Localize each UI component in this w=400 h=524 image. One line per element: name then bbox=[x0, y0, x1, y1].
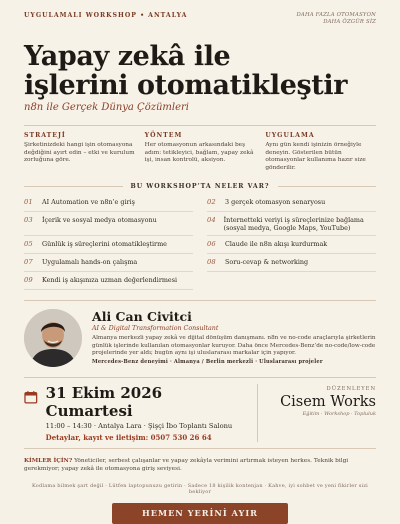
speaker-section bbox=[24, 300, 376, 367]
header bbox=[24, 0, 376, 26]
agenda-text: Claude ile n8n akışı kurdurmak bbox=[225, 240, 328, 249]
page-subtitle: n8n ile Gerçek Dünya Çözümleri bbox=[24, 102, 190, 113]
agenda-item bbox=[24, 212, 193, 236]
agenda-item bbox=[24, 194, 193, 212]
header-note-line-1: DAHA FAZLA OTOMASYON bbox=[296, 12, 376, 18]
event-info bbox=[24, 384, 258, 442]
footer-note: Kodlama bilmek şart değil · Lütfen laptopunuzu getirin · Sadece 18 kişilik kontenjan · Kahve, iyi sohbet ve yeni fikirler sizi bekliyor bbox=[32, 483, 368, 496]
speaker-tags: Mercedes-Benz deneyimi · Almanya / Berlin merkezli · Uluslararası projeler bbox=[92, 359, 323, 366]
event-text bbox=[46, 384, 249, 442]
speaker-name: Ali Can Civitci bbox=[92, 309, 192, 325]
organizer-name: Cisem Works bbox=[280, 394, 376, 411]
column-title: STRATEJİ bbox=[24, 132, 66, 139]
column-text: Her otomasyonun arkasındaki beş adım: tetikleyici, bağlam, yapay zekâ işi, insan kontrolü, aksiyon. bbox=[144, 142, 254, 164]
agenda-number: 04 bbox=[207, 215, 216, 224]
event-time-place: 11:00 – 14:30 · Antalya Lara · Şişçi İbo Toplantı Salonu bbox=[45, 422, 233, 431]
agenda-title: BU WORKSHOP’TA NELER VAR? bbox=[130, 182, 270, 190]
column-title: UYGULAMA bbox=[265, 132, 315, 139]
agenda-item bbox=[207, 236, 376, 254]
info-columns bbox=[24, 125, 376, 173]
agenda-number: 01 bbox=[24, 197, 33, 206]
agenda-item bbox=[24, 254, 193, 272]
column-method bbox=[145, 132, 256, 173]
agenda-number: 09 bbox=[24, 276, 33, 285]
title-line-1: Yapay zekâ ile bbox=[24, 41, 231, 72]
avatar bbox=[24, 309, 82, 367]
title-line-2: işlerini otomatikleştir bbox=[24, 70, 348, 101]
organizer-subtitle: Eğitim · Workshop · Topluluk bbox=[302, 411, 376, 418]
calendar-icon bbox=[24, 390, 38, 404]
column-strategy bbox=[24, 132, 135, 173]
organizer bbox=[258, 384, 376, 442]
agenda-item bbox=[24, 272, 193, 290]
agenda-number: 03 bbox=[24, 215, 33, 224]
header-note bbox=[296, 12, 376, 26]
agenda-number: 02 bbox=[207, 197, 216, 206]
agenda-number: 08 bbox=[207, 258, 216, 267]
page-title bbox=[24, 42, 376, 100]
event-details bbox=[24, 377, 376, 449]
agenda-text: İçerik ve sosyal medya otomasyonu bbox=[42, 215, 157, 224]
speaker-photo-icon bbox=[24, 309, 82, 367]
agenda-item bbox=[207, 212, 376, 236]
reserve-button[interactable]: HEMEN YERİNİ AYIR bbox=[112, 503, 288, 524]
column-title: YÖNTEM bbox=[144, 132, 183, 139]
event-date: 31 Ekim 2026 Cumartesi bbox=[45, 384, 163, 421]
agenda-text: 3 gerçek otomasyon senaryosu bbox=[225, 197, 326, 206]
workshop-kicker: UYGULAMALI WORKSHOP • ANTALYA bbox=[24, 12, 188, 19]
speaker-info bbox=[92, 309, 376, 367]
audience-note bbox=[24, 457, 376, 473]
speaker-role: AI & Digital Transformation Consultant bbox=[92, 325, 219, 333]
audience-label: KİMLER İÇİN? bbox=[24, 458, 73, 465]
header-note-line-2: DAHA ÖZGÜR SİZ bbox=[323, 19, 376, 25]
agenda-text: Günlük iş süreçlerini otomatikleştirme bbox=[42, 240, 167, 249]
speaker-bio: Almanya merkezli yapay zekâ ve dijital dönüşüm danışmanı. n8n ve no-code araçlarıyla şirketlerin günlük işlerinde kullanılan otomasyonlar kuruyor. Daha önce Mercedes-Benz’de no-code/low-code projelerinde yer aldı; bugün aynı işi uluslararası markalar için yapıyor. bbox=[92, 335, 376, 356]
agenda-text: Soru-cevap & networking bbox=[225, 258, 309, 267]
organizer-label: DÜZENLEYEN bbox=[326, 386, 376, 393]
agenda-number: 07 bbox=[24, 258, 33, 267]
divider bbox=[24, 186, 123, 187]
agenda-number: 06 bbox=[207, 240, 216, 249]
agenda-text: İnternetteki veriyi iş süreçlerinize bağlama (sosyal medya, Google Maps, YouTube) bbox=[223, 215, 364, 233]
agenda-text: Kendi iş akışınıza uzman değerlendirmesi bbox=[42, 276, 178, 285]
column-text: Şirketinizdeki hangi işin otomasyona değdiğini ayırt edin – etki ve kurulum zorluğuna göre. bbox=[24, 142, 135, 164]
column-text: Aynı gün kendi işinizin örneğiyle deneyin. Gösterilen bütün otomasyonlar kullanıma hazır size gönderilir. bbox=[265, 142, 366, 172]
audience-text: Yöneticiler, serbest çalışanlar ve yapay zekâyla verimini artırmak isteyen herkes. Teknik bilgi gerekmiyor; yapay zekâ ile otomasyona giriş seviyesi. bbox=[24, 458, 349, 473]
agenda-text: AI Automation ve n8n’e giriş bbox=[42, 197, 135, 206]
column-practice bbox=[265, 132, 376, 173]
agenda-list bbox=[24, 194, 376, 290]
agenda-text: Uygulamalı hands-on çalışma bbox=[42, 258, 138, 267]
agenda-item bbox=[207, 254, 376, 272]
divider bbox=[278, 186, 377, 187]
agenda-number: 05 bbox=[24, 240, 33, 249]
agenda-item bbox=[24, 236, 193, 254]
agenda-heading bbox=[24, 183, 376, 190]
event-contact: Detaylar, kayıt ve iletişim: 0507 530 26 64 bbox=[45, 433, 212, 443]
agenda-item bbox=[207, 194, 376, 212]
